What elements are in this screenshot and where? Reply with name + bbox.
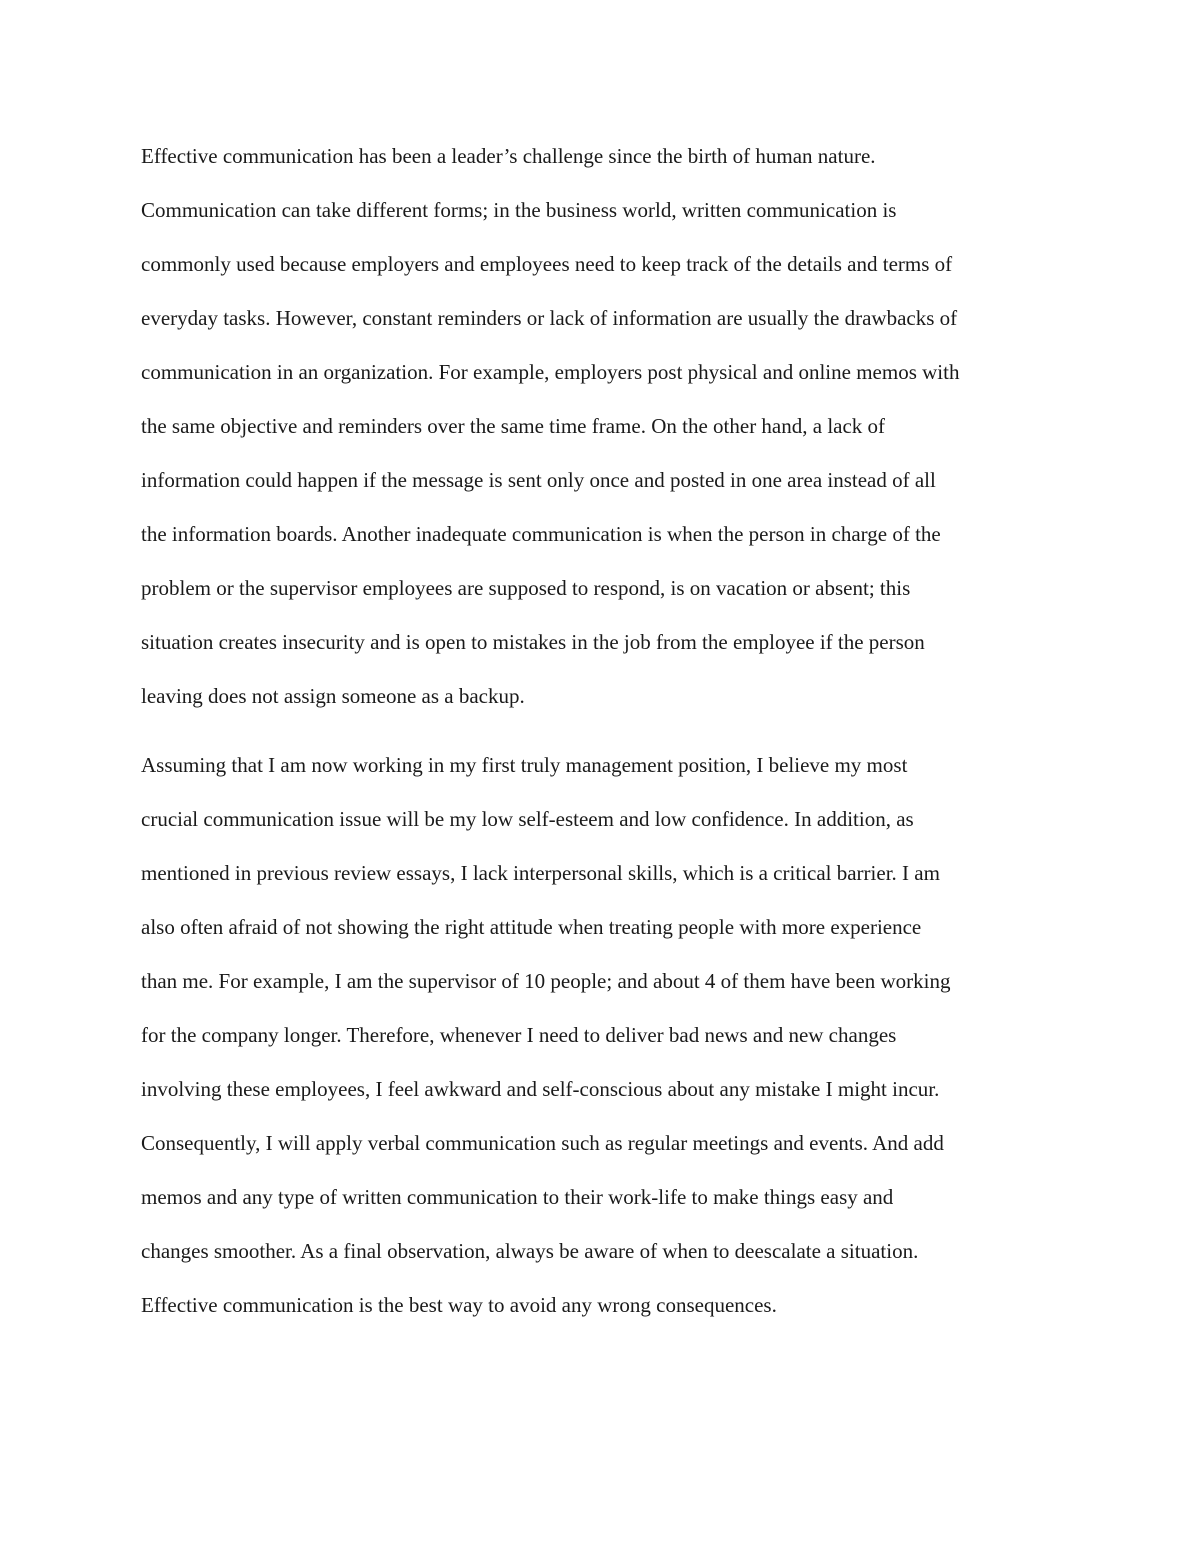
paragraph-line: Assuming that I am now working in my first truly management position, I believe my most	[141, 753, 908, 777]
paragraph-line: the same objective and reminders over the same time frame. On the other hand, a lack of	[141, 414, 886, 438]
paragraph-line: mentioned in previous review essays, I lack interpersonal skills, which is a critical barrier. I am	[141, 861, 940, 885]
paragraph-line: memos and any type of written communication to their work-life to make things easy and	[141, 1185, 894, 1209]
paragraph-line: information could happen if the message is sent only once and posted in one area instead of all	[141, 468, 936, 492]
paragraph-line: Effective communication is the best way to avoid any wrong consequences.	[141, 1293, 777, 1317]
paragraph-line: than me. For example, I am the supervisor of 10 people; and about 4 of them have been working	[141, 969, 951, 993]
paragraph-line: changes smoother. As a final observation, always be aware of when to deescalate a situation.	[141, 1239, 919, 1263]
paragraph-line: involving these employees, I feel awkward and self-conscious about any mistake I might incur.	[141, 1077, 940, 1101]
paragraph-line: Effective communication has been a leader’s challenge since the birth of human nature.	[141, 144, 876, 168]
paragraph-line: the information boards. Another inadequate communication is when the person in charge of the	[141, 522, 941, 546]
paragraph-line: situation creates insecurity and is open to mistakes in the job from the employee if the person	[141, 630, 925, 654]
paragraph-line: communication in an organization. For example, employers post physical and online memos with	[141, 360, 960, 384]
paragraph-line: everyday tasks. However, constant reminders or lack of information are usually the drawbacks of	[141, 306, 958, 330]
paragraph-line: Consequently, I will apply verbal communication such as regular meetings and events. And add	[141, 1131, 944, 1155]
paragraph-line: leaving does not assign someone as a backup.	[141, 684, 525, 708]
paragraph-line: Communication can take different forms; in the business world, written communication is	[141, 198, 897, 222]
paragraph-line: problem or the supervisor employees are supposed to respond, is on vacation or absent; this	[141, 576, 911, 600]
paragraph-line: for the company longer. Therefore, whenever I need to deliver bad news and new changes	[141, 1023, 897, 1047]
paragraph-line: also often afraid of not showing the right attitude when treating people with more experience	[141, 915, 922, 939]
paragraph-line: commonly used because employers and employees need to keep track of the details and terms of	[141, 252, 953, 276]
paragraph-line: crucial communication issue will be my low self-esteem and low confidence. In addition, as	[141, 807, 914, 831]
